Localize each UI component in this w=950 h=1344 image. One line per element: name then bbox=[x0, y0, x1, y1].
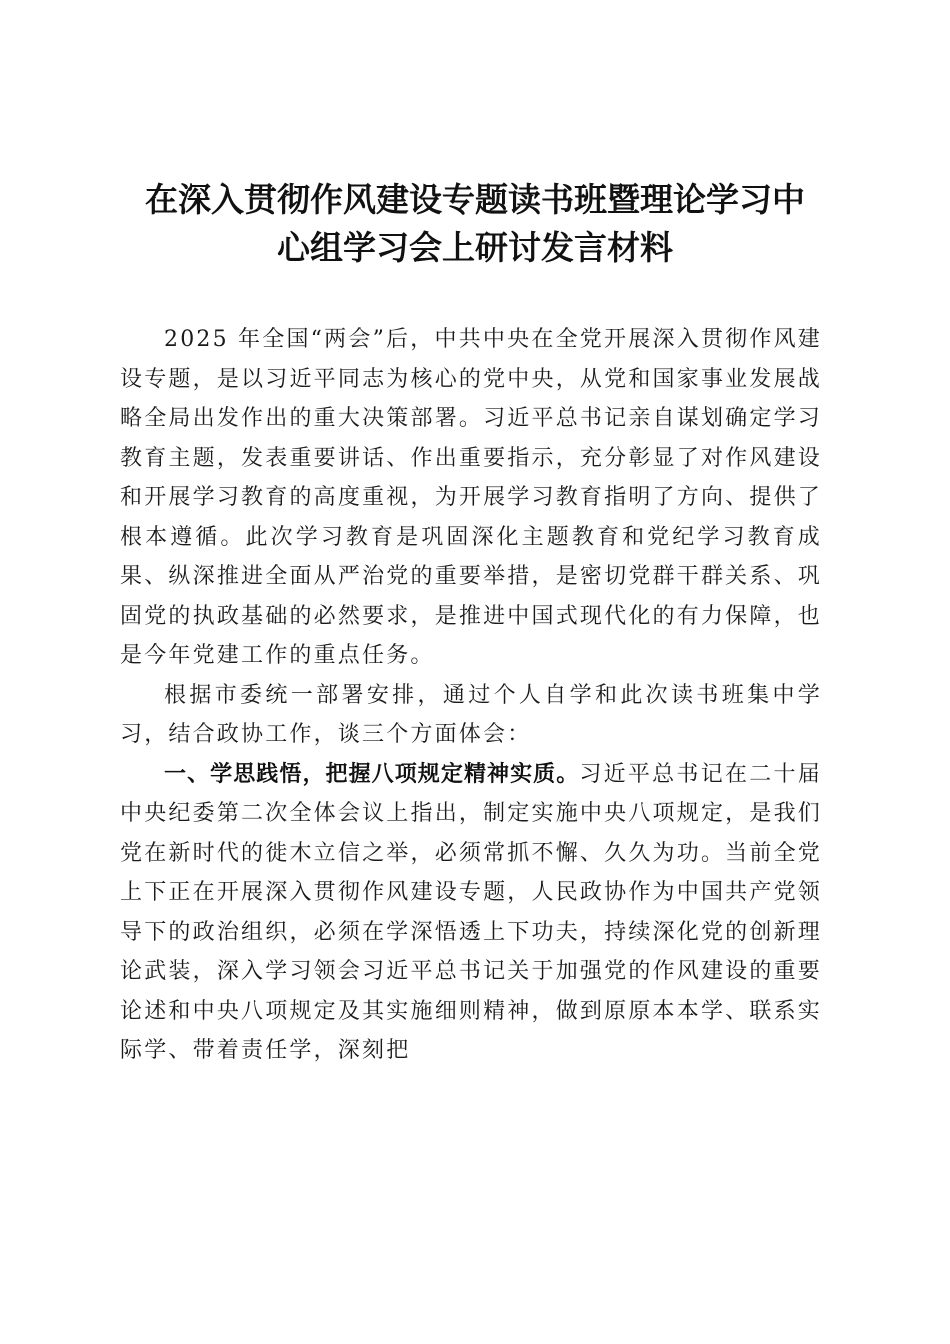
section-one-text: 习近平总书记在二十届中央纪委第二次全体会议上指出，制定实施中央八项规定，是我们党在新时代的徙木立信之举，必须常抓不懈、久久为功。当前全党上下正在开展深入贯彻作风建设专题，人民政协作为中国共产党领导下的政治组织，必须在学深悟透上下功夫，持续深化党的创新理论武装，深入学习领会习近平总书记关于加强党的作风建设的重要论述和中央八项规定及其实施细则精神，做到原原本本学、联系实际学、带着责任学，深刻把 bbox=[120, 761, 822, 1063]
paragraph-intro: 2025 年全国“两会”后，中共中央在全党开展深入贯彻作风建设专题，是以习近平同志为核心的党中央，从党和国家事业发展战略全局出发作出的重大决策部署。习近平总书记亲自谋划确定学习教育主题，发表重要讲话、作出重要指示，充分彰显了对作风建设和开展学习教育的高度重视，为开展学习教育指明了方向、提供了根本遵循。此次学习教育是巩固深化主题教育和党纪学习教育成果、纵深推进全面从严治党的重要举措，是密切党群干群关系、巩固党的执政基础的必然要求，是推进中国式现代化的有力保障，也是今年党建工作的重点任务。 bbox=[120, 327, 822, 668]
title-line-1: 在深入贯彻作风建设专题读书班暨理论学习中 bbox=[145, 180, 805, 219]
paragraph-section-one bbox=[120, 755, 822, 1071]
document-body bbox=[120, 320, 822, 1071]
paragraph-arrangement: 根据市委统一部署安排，通过个人自学和此次读书班集中学习，结合政协工作，谈三个方面体会： bbox=[120, 682, 822, 747]
document-title bbox=[112, 176, 838, 272]
title-line-2: 心组学习会上研讨发言材料 bbox=[277, 228, 673, 267]
section-one-heading: 一、学思践悟，把握八项规定精神实质。 bbox=[164, 761, 580, 787]
